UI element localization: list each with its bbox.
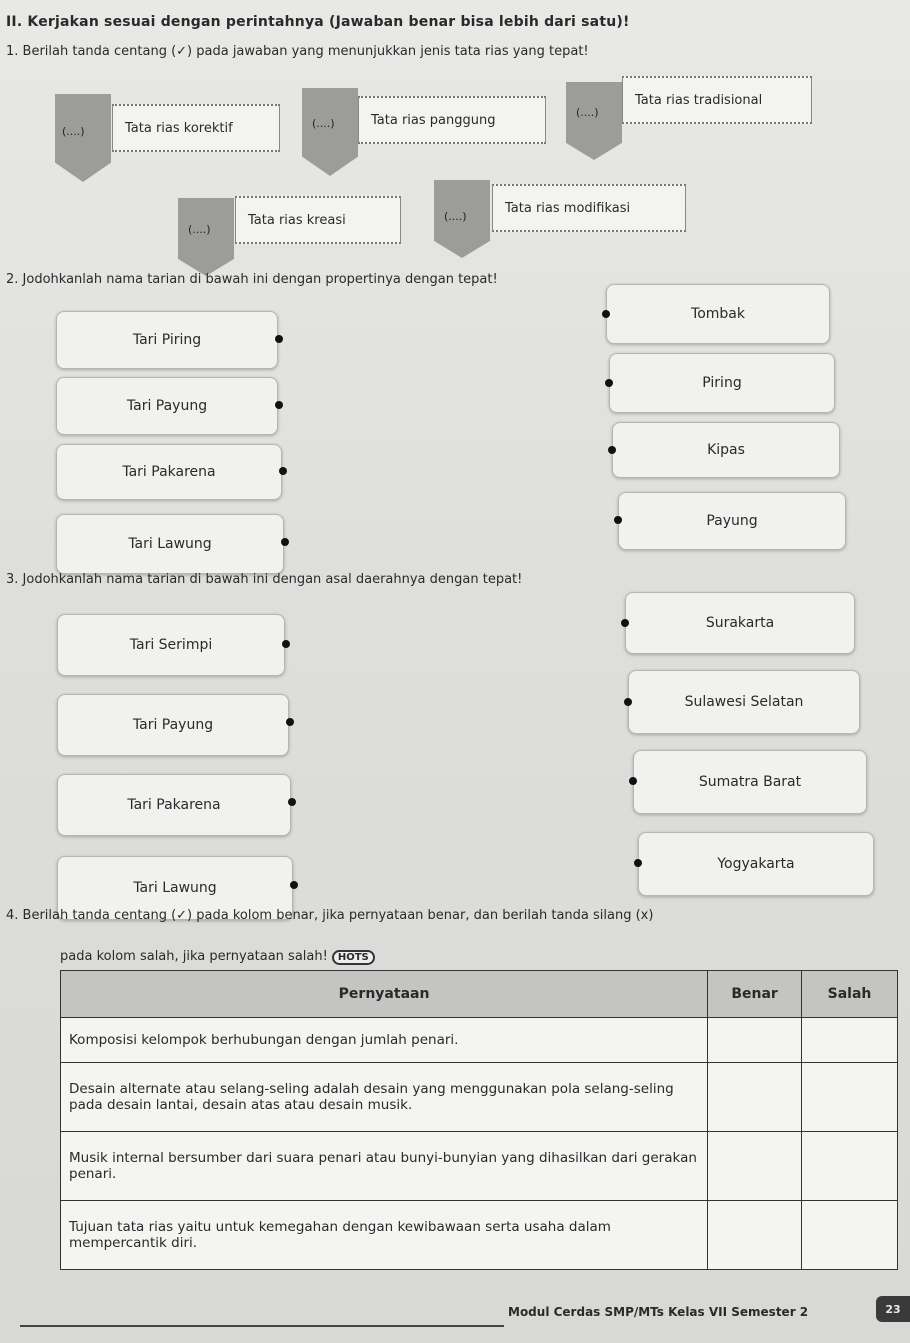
true-cell[interactable] xyxy=(708,1132,802,1201)
q3-right-1[interactable]: Surakarta xyxy=(625,592,855,654)
q1-tag-4 xyxy=(178,198,234,276)
q1-tag-2 xyxy=(302,88,358,176)
q2-prompt: 2. Jodohkanlah nama tarian di bawah ini dengan propertinya dengan tepat! xyxy=(6,272,498,287)
false-cell[interactable] xyxy=(802,1018,898,1063)
q3-left-dot-3[interactable] xyxy=(288,798,296,806)
q1-blank-3[interactable]: (....) xyxy=(576,106,599,119)
q1-tag-3 xyxy=(566,82,622,160)
q1-option-2: Tata rias panggung xyxy=(358,96,546,144)
q3-left-3[interactable]: Tari Pakarena xyxy=(57,774,291,836)
q2-left-2[interactable]: Tari Payung xyxy=(56,377,278,435)
q2-right-2[interactable]: Piring xyxy=(609,353,835,413)
q4-prompt-line2: pada kolom salah, jika pernyataan salah! xyxy=(60,949,328,964)
q2-right-3[interactable]: Kipas xyxy=(612,422,840,478)
header-statement: Pernyataan xyxy=(61,971,708,1018)
statement-cell: Tujuan tata rias yaitu untuk kemegahan dengan kewibawaan serta usaha dalam mempercantik diri. xyxy=(61,1201,708,1270)
q3-right-dot-4[interactable] xyxy=(634,859,642,867)
q1-prompt: 1. Berilah tanda centang (✓) pada jawaban yang menunjukkan jenis tata rias yang tepat! xyxy=(6,44,589,59)
q3-right-4[interactable]: Yogyakarta xyxy=(638,832,874,896)
statement-cell: Desain alternate atau selang-seling adalah desain yang menggunakan pola selang-seling pada desain lantai, desain atas atau desain musik. xyxy=(61,1063,708,1132)
q3-left-dot-2[interactable] xyxy=(286,718,294,726)
q3-right-dot-3[interactable] xyxy=(629,777,637,785)
q1-blank-5[interactable]: (....) xyxy=(444,210,467,223)
q2-right-dot-1[interactable] xyxy=(602,310,610,318)
q3-left-dot-4[interactable] xyxy=(290,881,298,889)
q2-left-4[interactable]: Tari Lawung xyxy=(56,514,284,574)
footer-book-title: Modul Cerdas SMP/MTs Kelas VII Semester 2 xyxy=(508,1305,809,1319)
table-row xyxy=(61,1132,898,1201)
q3-left-4[interactable]: Tari Lawung xyxy=(57,856,293,920)
true-cell[interactable] xyxy=(708,1201,802,1270)
table-header-row xyxy=(61,971,898,1018)
q2-right-dot-4[interactable] xyxy=(614,516,622,524)
header-true: Benar xyxy=(708,971,802,1018)
q4-prompt-line1: 4. Berilah tanda centang (✓) pada kolom benar, jika pernyataan benar, dan berilah tanda silang (x) xyxy=(6,908,654,923)
q3-right-2[interactable]: Sulawesi Selatan xyxy=(628,670,860,734)
q3-right-3[interactable]: Sumatra Barat xyxy=(633,750,867,814)
q1-option-1: Tata rias korektif xyxy=(112,104,280,152)
q2-right-dot-2[interactable] xyxy=(605,379,613,387)
true-cell[interactable] xyxy=(708,1063,802,1132)
q1-blank-1[interactable]: (....) xyxy=(62,125,85,138)
q3-left-dot-1[interactable] xyxy=(282,640,290,648)
q3-right-dot-1[interactable] xyxy=(621,619,629,627)
q1-blank-2[interactable]: (....) xyxy=(312,117,335,130)
table-row xyxy=(61,1201,898,1270)
q1-blank-4[interactable]: (....) xyxy=(188,223,211,236)
q1-tag-1 xyxy=(55,94,111,182)
q3-left-2[interactable]: Tari Payung xyxy=(57,694,289,756)
q3-right-dot-2[interactable] xyxy=(624,698,632,706)
table-row xyxy=(61,1018,898,1063)
hots-badge: HOTS xyxy=(332,950,375,965)
q2-left-dot-2[interactable] xyxy=(275,401,283,409)
statement-cell: Komposisi kelompok berhubungan dengan jumlah penari. xyxy=(61,1018,708,1063)
statement-cell: Musik internal bersumber dari suara penari atau bunyi-bunyian yang dihasilkan dari gerakan penari. xyxy=(61,1132,708,1201)
false-cell[interactable] xyxy=(802,1201,898,1270)
q1-option-5: Tata rias modifikasi xyxy=(492,184,686,232)
page-number: 23 xyxy=(876,1296,910,1322)
q2-left-3[interactable]: Tari Pakarena xyxy=(56,444,282,500)
q2-left-1[interactable]: Tari Piring xyxy=(56,311,278,369)
q2-left-dot-3[interactable] xyxy=(279,467,287,475)
q2-left-dot-4[interactable] xyxy=(281,538,289,546)
footer-rule xyxy=(20,1325,504,1327)
q2-right-1[interactable]: Tombak xyxy=(606,284,830,344)
q2-left-dot-1[interactable] xyxy=(275,335,283,343)
true-cell[interactable] xyxy=(708,1018,802,1063)
false-cell[interactable] xyxy=(802,1132,898,1201)
section-title: II. Kerjakan sesuai dengan perintahnya (Jawaban benar bisa lebih dari satu)! xyxy=(6,14,630,30)
false-cell[interactable] xyxy=(802,1063,898,1132)
header-false: Salah xyxy=(802,971,898,1018)
table-row xyxy=(61,1063,898,1132)
q2-right-4[interactable]: Payung xyxy=(618,492,846,550)
q1-option-4: Tata rias kreasi xyxy=(235,196,401,244)
statement-table xyxy=(60,970,898,1270)
q3-left-1[interactable]: Tari Serimpi xyxy=(57,614,285,676)
q4-prompt-line2-wrap xyxy=(60,949,375,965)
q3-prompt: 3. Jodohkanlah nama tarian di bawah ini dengan asal daerahnya dengan tepat! xyxy=(6,572,523,587)
q2-right-dot-3[interactable] xyxy=(608,446,616,454)
q1-option-3: Tata rias tradisional xyxy=(622,76,812,124)
